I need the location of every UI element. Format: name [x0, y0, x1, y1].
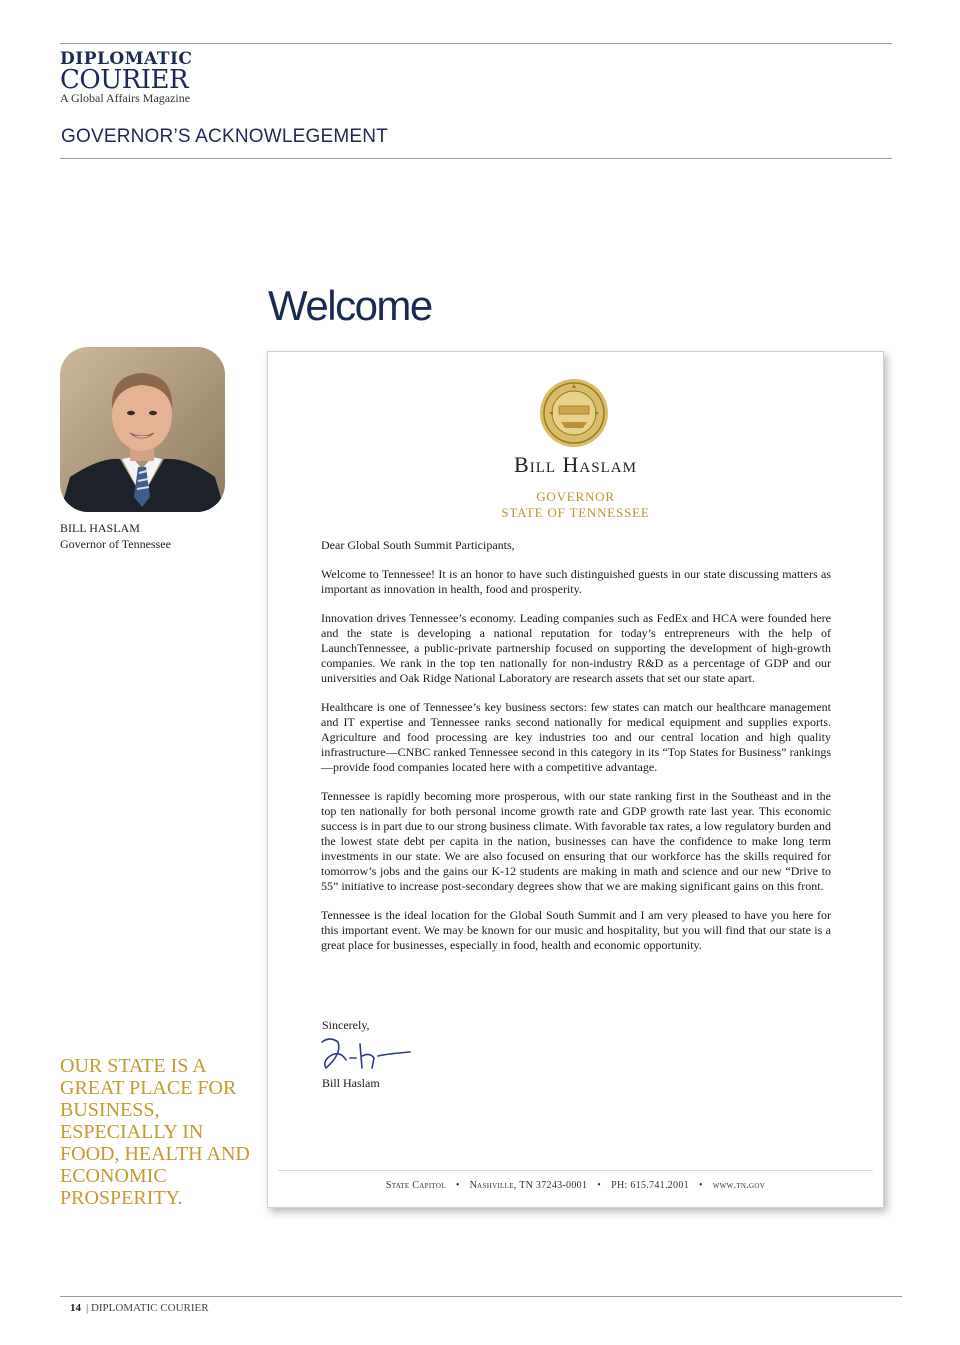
letterhead-name: Bill Haslam [514, 452, 637, 477]
page-number: 14 [70, 1302, 81, 1314]
letter-greeting: Dear Global South Summit Participants, [321, 538, 515, 552]
letter-footer-rule [278, 1170, 873, 1171]
masthead-tagline: A Global Affairs Magazine [60, 91, 191, 105]
governor-portrait [60, 347, 225, 512]
footer-address: State Capitol [385, 1180, 446, 1191]
footer-publication: DIPLOMATIC COURIER [90, 1302, 209, 1314]
section-rule [60, 158, 892, 159]
letterhead-title-line2: STATE OF TENNESSEE [501, 505, 650, 520]
page-heading: Welcome [268, 282, 432, 329]
letterhead-title [268, 489, 883, 521]
letter-paragraph: Tennessee is the ideal location for the Global South Summit and I am very pleased to have you here for this important event. We may be known for our music and hospitality, but you will find that our state is a great place for businesses, especially in food, health and economic opportunity. [321, 908, 831, 952]
footer-city: Nashville, TN 37243-0001 [469, 1180, 588, 1191]
governor-letter [267, 351, 884, 1208]
letter-footer: State Capitol • Nashville, TN 37243-0001 • PH: 615.741.2001 • www.tn.gov [385, 1180, 766, 1191]
letter-signer: Bill Haslam [322, 1076, 380, 1090]
letter-paragraph: Innovation drives Tennessee’s economy. Leading companies such as FedEx and HCA were founded here and the state is developing a national reputation for today’s entrepreneurs with the help of LaunchTennessee, a public-private partnership focused on supporting the development of high-growth companies. We rank in the top ten nationally for non-industry R&D as a percentage of GDP and our universities and Oak Ridge National Laboratory are research assets that set our state apart. [321, 611, 831, 685]
masthead-logo [60, 50, 192, 105]
masthead-line2: COURIER [60, 65, 189, 95]
masthead-line1: DIPLOMATIC [60, 49, 193, 69]
signature-icon [316, 1032, 416, 1079]
letterhead-title-line1: GOVERNOR [536, 489, 615, 504]
letter-closing: Sincerely, [322, 1018, 370, 1032]
top-rule [60, 43, 892, 44]
footer-phone: PH: 615.741.2001 [611, 1180, 689, 1191]
pull-quote: OUR STATE IS A GREAT PLACE FOR BUSINESS, ESPECIALLY IN FOOD, HEALTH AND ECONOMIC PROSPERITY. [60, 1055, 250, 1209]
section-title: GOVERNOR’S ACKNOWLEGEMENT [61, 126, 388, 147]
footer-web: www.tn.gov [712, 1180, 766, 1191]
letter-paragraph: Welcome to Tennessee! It is an honor to have such distinguished guests in our state discussing matters as important as innovation in health, food and prosperity. [321, 567, 831, 596]
letter-paragraph: Healthcare is one of Tennessee’s key business sectors: few states can match our healthcare management and IT expertise and Tennessee ranks second nationally for medical equipment and supplies exports. Agriculture and food processing are key industries too and our central location and high quality infrastructure—CNBC ranked Tennessee second in this category in its “Top States for Business” rankings—provide food companies located here with a competitive advantage. [321, 700, 831, 774]
caption-role: Governor of Tennessee [60, 537, 171, 551]
bottom-rule [60, 1296, 902, 1297]
letter-body [321, 538, 831, 967]
page-footer: 14 | DIPLOMATIC COURIER [70, 1302, 209, 1314]
letter-paragraph: Tennessee is rapidly becoming more prosperous, with our state ranking first in the Southeast and in the top ten nationally for both personal income growth rate and GDP growth rate last year. This economic success is in part due to our strong business climate. With favorable tax rates, a low regulatory burden and the lowest state debt per capita in the nation, businesses can have the confidence to make long term investments in our state. We are also focused on ensuring that our workforce has the skills required for tomorrow’s jobs and the gains our K-12 students are making in math and science and our new “Drive to 55” initiative to increase post-secondary degrees show that we are making significant gains on this front. [321, 789, 831, 893]
caption-name: BILL HASLAM [60, 521, 140, 535]
state-seal-icon [539, 378, 609, 453]
